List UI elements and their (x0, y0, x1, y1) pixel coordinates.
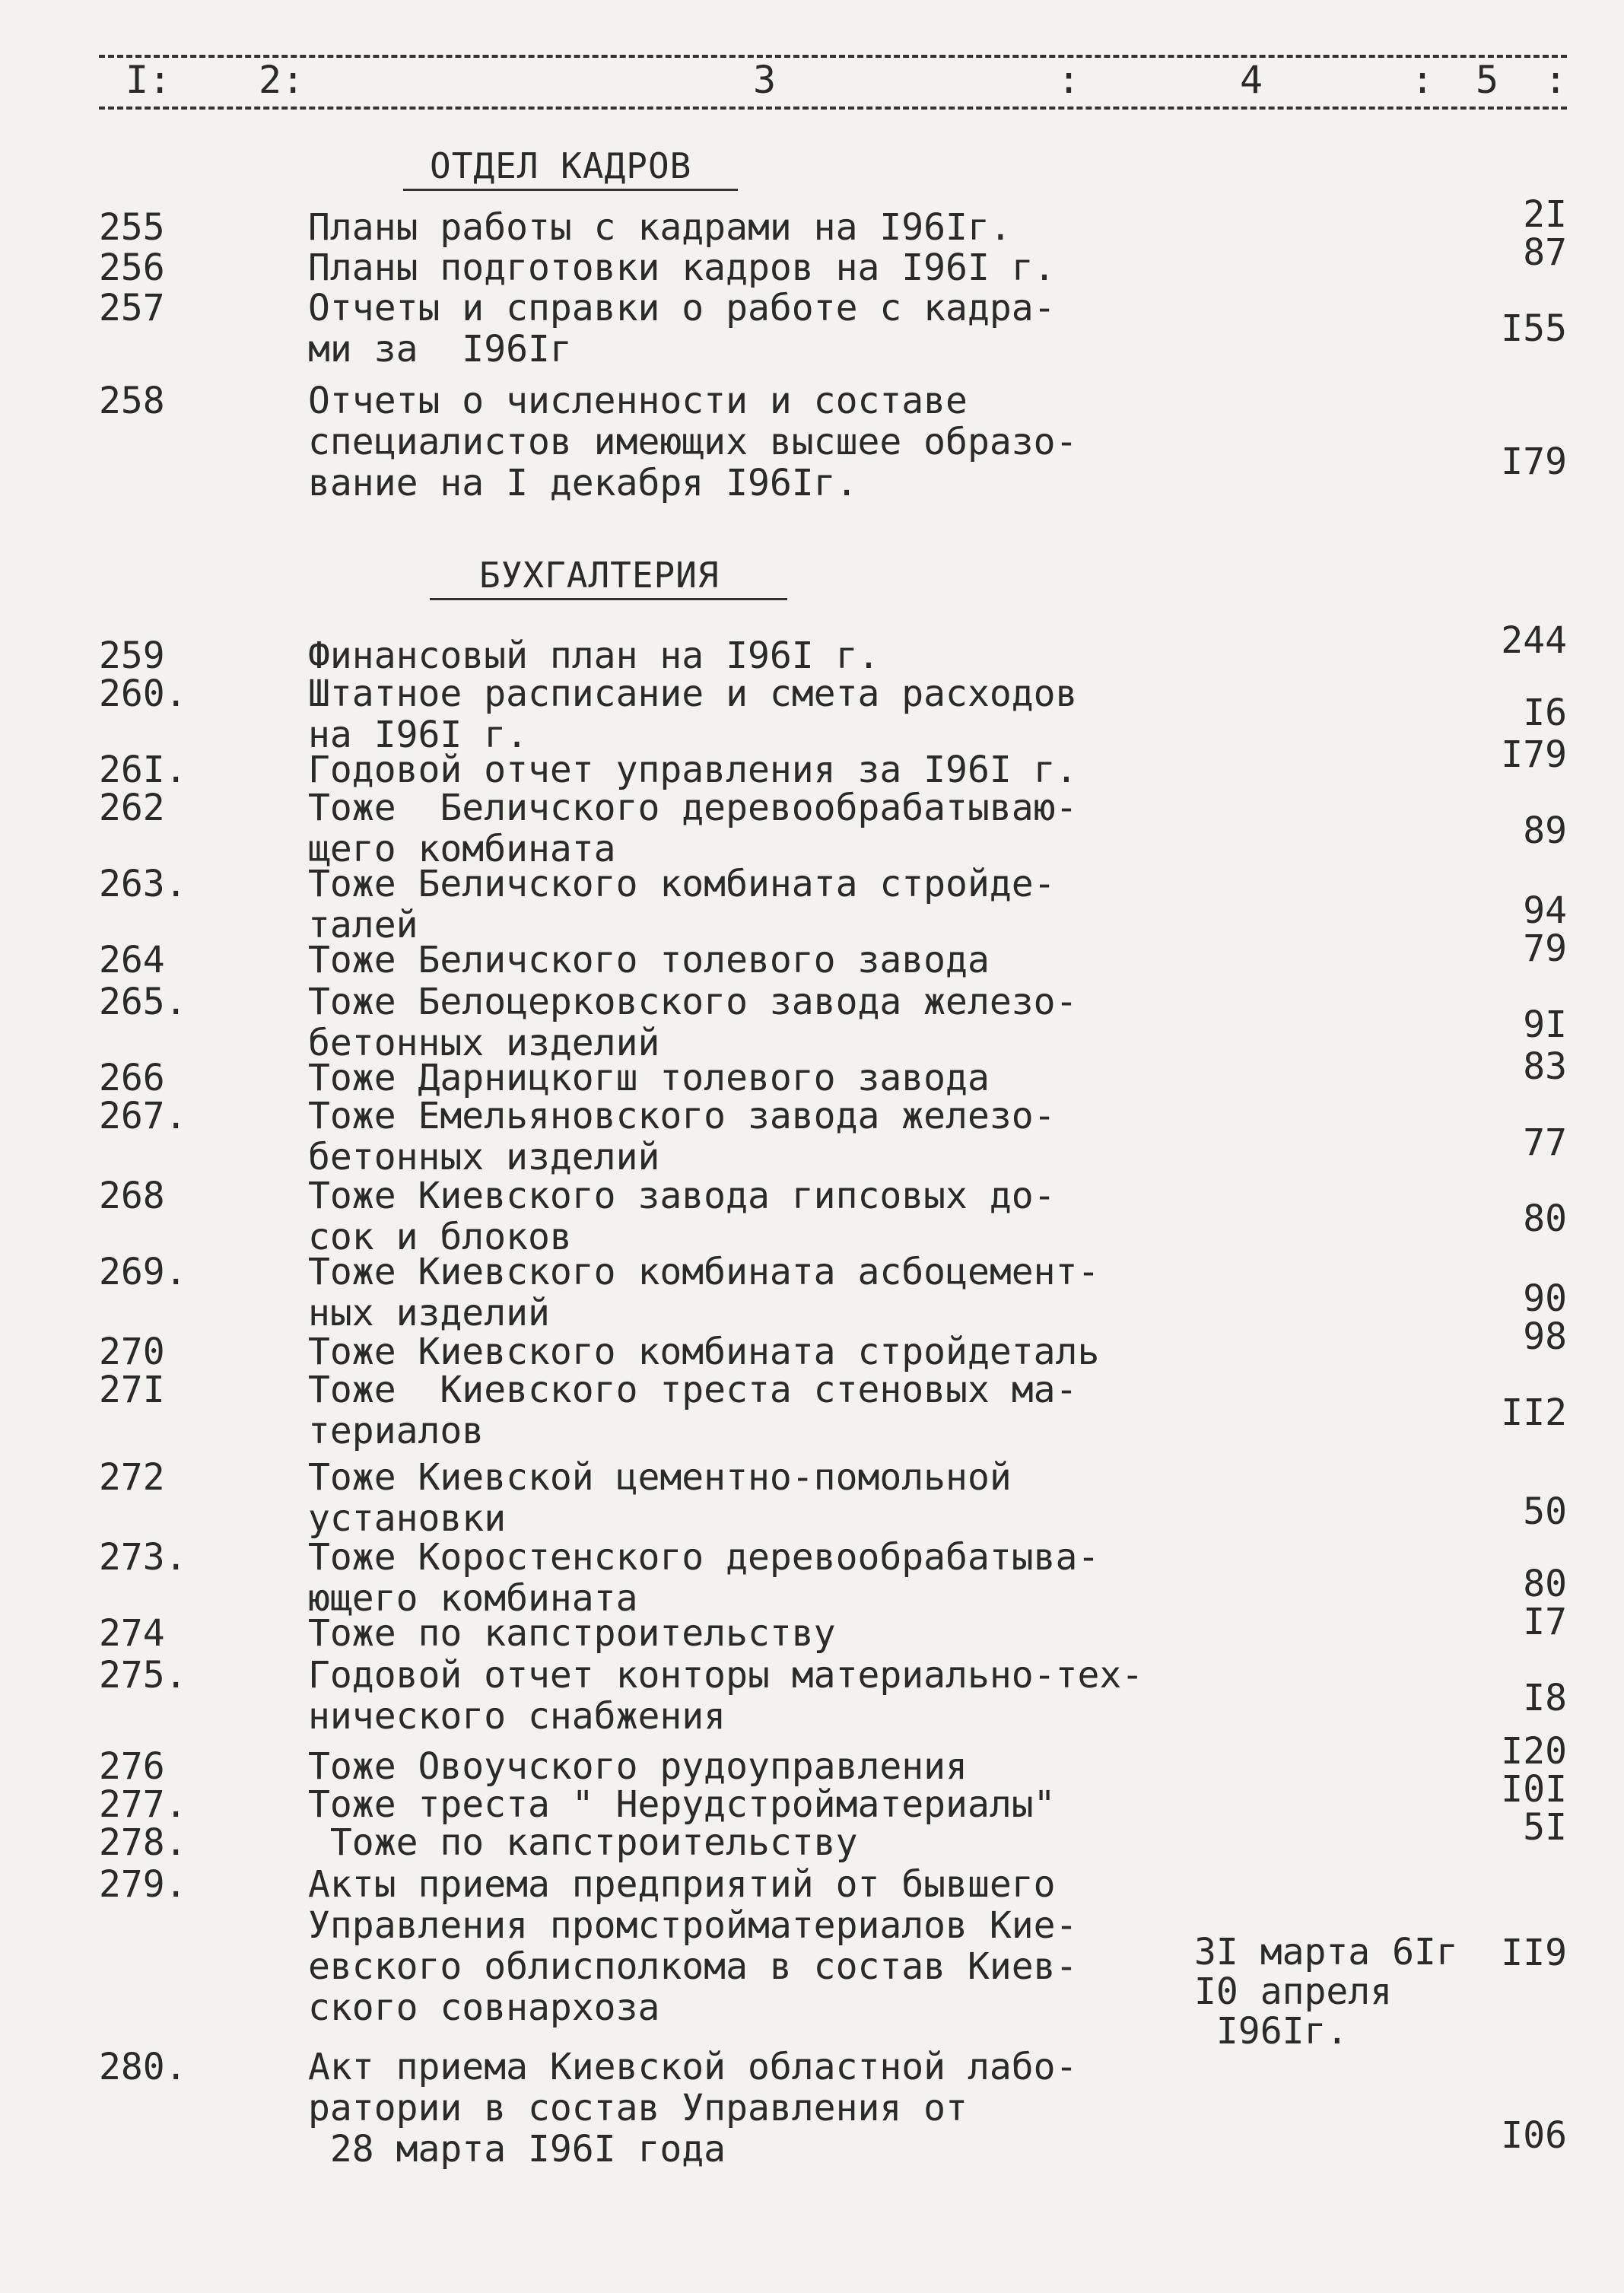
header-bottom-rule (99, 107, 1567, 110)
entry-page-count: I20 (1501, 1730, 1567, 1773)
entry-number: 256 (99, 246, 165, 289)
entry-page-count: I79 (1501, 440, 1567, 483)
entry-number: 260. (99, 673, 187, 715)
entry-date-line: I96Iг. (1194, 2010, 1349, 2053)
entry-description-line: Отчеты о численности и составе (308, 380, 968, 422)
entry-description-line: Планы подготовки кадров на I96I г. (308, 246, 1056, 289)
entry-description-line: Штатное расписание и смета расходов (308, 673, 1078, 715)
entry-description-line: ми за I96Iг (308, 328, 572, 371)
entry-number: 275. (99, 1654, 187, 1697)
header-sep-2: : (1411, 58, 1435, 102)
entry-description-line: бетонных изделий (308, 1136, 660, 1178)
entry-description-line: териалов (308, 1410, 485, 1452)
entry-description (308, 635, 879, 676)
entry-page-count: 5I (1523, 1806, 1567, 1849)
entry-number: 279. (99, 1863, 187, 1906)
entry-description-line: ратории в состав Управления от (308, 2087, 968, 2129)
entry-description-line: Тоже Киевского треста стеновых ма- (308, 1369, 1078, 1411)
header-col-5: 5 (1476, 58, 1499, 102)
entry-description-line: Отчеты и справки о работе с кадра- (308, 287, 1056, 329)
entry-description-line: ющего комбината (308, 1577, 638, 1620)
entry-description-line: вание на I декабря I96Iг. (308, 462, 858, 504)
entry-description (308, 1784, 1056, 1825)
entry-number: 270 (99, 1331, 165, 1373)
entry-page-count: I6 (1523, 692, 1567, 734)
entry-date (1194, 1932, 1458, 2051)
entry-description-line: Тоже Емельяновского завода железо- (308, 1095, 1056, 1137)
entry-description-line: установки (308, 1497, 507, 1540)
section-underline-accounting (430, 598, 787, 600)
entry-description-line: 28 марта I96I года (308, 2128, 726, 2171)
entry-description (308, 247, 1056, 288)
entry-description (308, 380, 1077, 504)
entry-page-count: 80 (1523, 1197, 1567, 1240)
entry-page-count: 90 (1523, 1277, 1567, 1320)
entry-description-line: Тоже Овоучского рудоуправления (308, 1745, 968, 1788)
entry-description-line: Финансовый план на I96I г. (308, 634, 880, 677)
entry-description (308, 1369, 1077, 1452)
entry-description-line: Годовой отчет управления за I96I г. (308, 749, 1078, 791)
entry-description (308, 1175, 1056, 1258)
entry-description-line: талей (308, 904, 418, 946)
entry-description-line: ского совнархоза (308, 1986, 660, 2029)
entry-number: 257 (99, 287, 165, 329)
header-sep-1: : (1057, 58, 1081, 102)
entry-page-count: II2 (1501, 1391, 1567, 1434)
entry-number: 272 (99, 1456, 165, 1499)
entry-number: 264 (99, 939, 165, 981)
entry-number: 267. (99, 1095, 187, 1137)
entry-page-count: 77 (1523, 1121, 1567, 1164)
entry-number: 268 (99, 1175, 165, 1217)
header-col-3: 3 (753, 58, 777, 102)
entry-description-line: Управления промстройматериалов Кие- (308, 1904, 1078, 1947)
entry-page-count: 2I (1523, 193, 1567, 236)
entry-number: 269. (99, 1251, 187, 1293)
entry-number: 259 (99, 634, 165, 677)
entry-page-count: 9I (1523, 1003, 1567, 1046)
entry-number: 278. (99, 1821, 187, 1864)
entry-description (308, 749, 1077, 790)
entry-description-line: Тоже Киевского комбината асбоцемент- (308, 1251, 1100, 1293)
entry-description-line: щего комбината (308, 828, 616, 870)
entry-description (308, 863, 1056, 946)
entry-description (308, 1457, 1012, 1539)
entry-date-line: I0 апреля (1194, 1970, 1393, 2013)
entry-number: 27I (99, 1369, 165, 1411)
entry-description-line: Годовой отчет конторы материально-тех- (308, 1654, 1144, 1697)
entry-description-line: Планы работы с кадрами на I96Iг. (308, 206, 1012, 249)
entry-page-count: 80 (1523, 1563, 1567, 1605)
entry-number: 26I. (99, 749, 187, 791)
entry-description-line: Тоже Дарницкогш толевого завода (308, 1057, 990, 1099)
entry-description (308, 1655, 1143, 1737)
header-sep-3: : (1544, 58, 1568, 102)
entry-description-line: на I96I г. (308, 714, 528, 756)
entry-page-count: 50 (1523, 1490, 1567, 1533)
entry-description-line: Тоже Беличского деревообрабатываю- (308, 787, 1078, 829)
entry-page-count: 98 (1523, 1315, 1567, 1358)
entry-description (308, 940, 990, 981)
entry-description (308, 787, 1077, 870)
entry-description-line: бетонных изделий (308, 1022, 660, 1064)
entry-description-line: Тоже по капстроительству (308, 1612, 836, 1655)
entry-number: 277. (99, 1783, 187, 1826)
section-title-accounting: БУХГАЛТЕРИЯ (479, 555, 720, 596)
header-top-rule (99, 55, 1567, 58)
entry-number: 263. (99, 863, 187, 905)
entry-page-count: I79 (1501, 733, 1567, 776)
entry-description (308, 1864, 1077, 2028)
entry-number: 273. (99, 1536, 187, 1579)
section-underline-personnel (403, 189, 738, 191)
entry-description (308, 207, 1012, 248)
entry-page-count: I8 (1523, 1677, 1567, 1719)
entry-description (308, 1096, 1056, 1178)
entry-description-line: нического снабжения (308, 1695, 726, 1738)
entry-description (308, 1057, 990, 1099)
entry-description (308, 2047, 1077, 2170)
entry-page-count: 87 (1523, 231, 1567, 274)
entry-description (308, 1251, 1099, 1334)
entry-description (308, 288, 1056, 370)
entry-description (308, 1613, 836, 1654)
entry-number: 266 (99, 1057, 165, 1099)
header-col-2: 2: (259, 58, 305, 102)
entry-page-count: 94 (1523, 889, 1567, 932)
entry-description (308, 673, 1077, 755)
entry-number: 255 (99, 206, 165, 249)
entry-description-line: Тоже Киевского комбината стройдеталь (308, 1331, 1100, 1373)
entry-description (308, 981, 1077, 1064)
entry-date-line: 3I марта 6Iг (1194, 1931, 1458, 1973)
header-col-4: 4 (1240, 58, 1263, 102)
entry-description-line: Акт приема Киевской областной лабо- (308, 2046, 1078, 2088)
entry-number: 276 (99, 1745, 165, 1788)
entry-number: 274 (99, 1612, 165, 1655)
entry-page-count: 83 (1523, 1045, 1567, 1088)
entry-page-count: 244 (1501, 619, 1567, 662)
entry-description (308, 1746, 968, 1787)
entry-description-line: сок и блоков (308, 1216, 572, 1258)
entry-description (308, 1822, 857, 1863)
entry-description-line: Тоже Киевской цементно-помольной (308, 1456, 1012, 1499)
entry-description-line: Тоже Коростенского деревообрабатыва- (308, 1536, 1100, 1579)
entry-number: 262 (99, 787, 165, 829)
entry-description-line: специалистов имеющих высшее образо- (308, 421, 1078, 463)
entry-description-line: Тоже Беличского толевого завода (308, 939, 990, 981)
entry-page-count: I55 (1501, 307, 1567, 350)
header-col-1: I: (126, 58, 172, 102)
entry-page-count: I0I (1501, 1768, 1567, 1811)
entry-description-line: евского облисполкома в состав Киев- (308, 1945, 1078, 1988)
entry-page-count: 89 (1523, 809, 1567, 852)
entry-description-line: Тоже Белоцерковского завода железо- (308, 981, 1078, 1023)
entry-description-line: Тоже Беличского комбината стройде- (308, 863, 1056, 905)
entry-description-line: Акты приема предприятий от бывшего (308, 1863, 1056, 1906)
entry-description (308, 1537, 1099, 1619)
entry-number: 265. (99, 981, 187, 1023)
entry-description-line: Тоже по капстроительству (308, 1821, 858, 1864)
entry-description (308, 1331, 1099, 1372)
entry-page-count: 79 (1523, 927, 1567, 970)
entry-page-count: I06 (1501, 2114, 1567, 2157)
entry-number: 280. (99, 2046, 187, 2088)
entry-page-count: I7 (1523, 1601, 1567, 1643)
entry-page-count: II9 (1501, 1932, 1567, 1974)
entry-description-line: ных изделий (308, 1292, 550, 1334)
section-title-personnel: ОТДЕЛ КАДРОВ (430, 145, 692, 186)
entry-description-line: Тоже Киевского завода гипсовых до- (308, 1175, 1056, 1217)
entry-description-line: Тоже треста " Нерудстройматериалы" (308, 1783, 1056, 1826)
entry-number: 258 (99, 380, 165, 422)
